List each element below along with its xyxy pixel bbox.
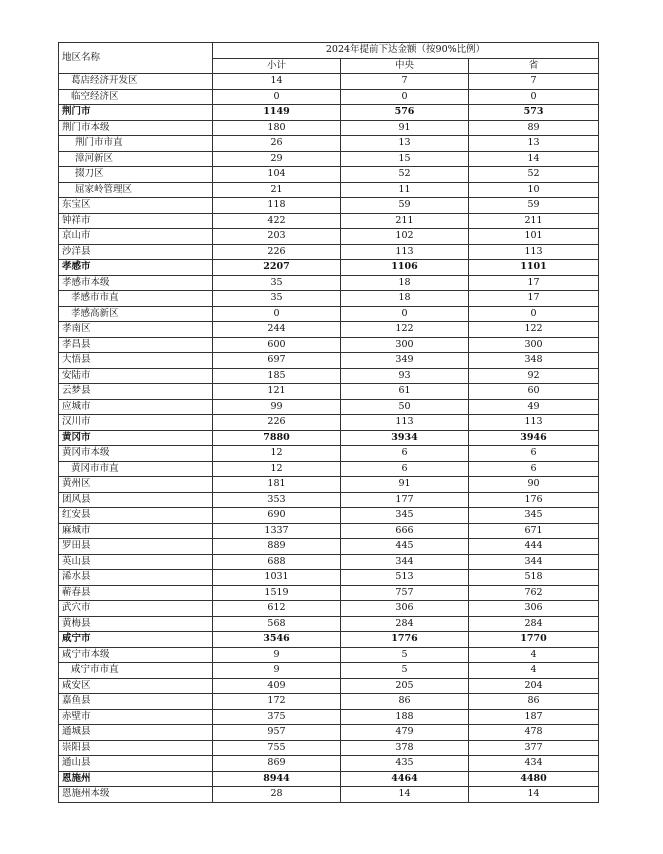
region-name-cell: 葛店经济开发区 [59, 74, 213, 90]
subtotal-cell: 185 [213, 368, 341, 384]
subtotal-cell: 244 [213, 322, 341, 338]
province-cell: 52 [469, 167, 599, 183]
central-cell: 18 [341, 275, 469, 291]
region-name-cell: 荆门市 [59, 105, 213, 121]
subtotal-cell: 1337 [213, 523, 341, 539]
province-cell: 4 [469, 663, 599, 679]
table-row [59, 492, 599, 508]
central-cell: 86 [341, 694, 469, 710]
subtotal-cell: 755 [213, 740, 341, 756]
table-row [59, 89, 599, 105]
province-cell: 176 [469, 492, 599, 508]
subtotal-cell: 353 [213, 492, 341, 508]
subtotal-cell: 422 [213, 213, 341, 229]
region-name-cell: 咸安区 [59, 678, 213, 694]
region-name-cell: 麻城市 [59, 523, 213, 539]
central-cell: 113 [341, 244, 469, 260]
central-cell: 61 [341, 384, 469, 400]
subtotal-cell: 1149 [213, 105, 341, 121]
central-cell: 1106 [341, 260, 469, 276]
central-cell: 7 [341, 74, 469, 90]
subtotal-cell: 21 [213, 182, 341, 198]
region-name-cell: 汉川市 [59, 415, 213, 431]
subtotal-cell: 957 [213, 725, 341, 741]
province-cell: 0 [469, 306, 599, 322]
region-name-cell: 京山市 [59, 229, 213, 245]
table-row [59, 306, 599, 322]
table-row [59, 616, 599, 632]
central-cell: 122 [341, 322, 469, 338]
table-row [59, 787, 599, 803]
subtotal-cell: 375 [213, 709, 341, 725]
subtotal-cell: 697 [213, 353, 341, 369]
subtotal-cell: 9 [213, 647, 341, 663]
province-cell: 3946 [469, 430, 599, 446]
subtotal-cell: 1519 [213, 585, 341, 601]
central-cell: 14 [341, 787, 469, 803]
subtotal-cell: 1031 [213, 570, 341, 586]
province-cell: 348 [469, 353, 599, 369]
central-cell: 6 [341, 461, 469, 477]
central-cell: 576 [341, 105, 469, 121]
table-row [59, 136, 599, 152]
province-cell: 204 [469, 678, 599, 694]
subtotal-cell: 121 [213, 384, 341, 400]
region-name-cell: 孝感市本级 [59, 275, 213, 291]
central-cell: 300 [341, 337, 469, 353]
province-cell: 86 [469, 694, 599, 710]
region-name-cell: 通山县 [59, 756, 213, 772]
province-cell: 0 [469, 89, 599, 105]
region-name-cell: 屈家岭管理区 [59, 182, 213, 198]
table-row [59, 508, 599, 524]
subtotal-cell: 29 [213, 151, 341, 167]
region-name-cell: 罗田县 [59, 539, 213, 555]
header-row-group [59, 43, 599, 59]
central-cell: 284 [341, 616, 469, 632]
province-cell: 1101 [469, 260, 599, 276]
province-cell: 89 [469, 120, 599, 136]
central-cell: 513 [341, 570, 469, 586]
province-cell: 518 [469, 570, 599, 586]
central-cell: 211 [341, 213, 469, 229]
province-cell: 762 [469, 585, 599, 601]
table-row [59, 151, 599, 167]
central-cell: 0 [341, 89, 469, 105]
central-cell: 18 [341, 291, 469, 307]
subtotal-cell: 869 [213, 756, 341, 772]
table-row [59, 399, 599, 415]
central-cell: 479 [341, 725, 469, 741]
table-row [59, 384, 599, 400]
province-cell: 478 [469, 725, 599, 741]
table-row [59, 523, 599, 539]
province-cell: 187 [469, 709, 599, 725]
province-cell: 4480 [469, 771, 599, 787]
table-row [59, 585, 599, 601]
central-column-header: 中央 [341, 58, 469, 74]
province-cell: 17 [469, 291, 599, 307]
table-row [59, 430, 599, 446]
table-row [59, 740, 599, 756]
table-row [59, 663, 599, 679]
subtotal-cell: 14 [213, 74, 341, 90]
region-name-cell: 咸宁市市直 [59, 663, 213, 679]
table-row [59, 771, 599, 787]
province-cell: 434 [469, 756, 599, 772]
table-row [59, 275, 599, 291]
region-name-cell: 孝感市市直 [59, 291, 213, 307]
table-row [59, 368, 599, 384]
central-cell: 345 [341, 508, 469, 524]
province-cell: 14 [469, 151, 599, 167]
central-cell: 52 [341, 167, 469, 183]
region-name-cell: 咸宁市 [59, 632, 213, 648]
province-cell: 113 [469, 244, 599, 260]
table-row [59, 477, 599, 493]
central-cell: 5 [341, 647, 469, 663]
region-name-cell: 英山县 [59, 554, 213, 570]
central-cell: 0 [341, 306, 469, 322]
table-row [59, 601, 599, 617]
table-row [59, 74, 599, 90]
region-name-cell: 大悟县 [59, 353, 213, 369]
table-row [59, 461, 599, 477]
region-name-cell: 荆门市市直 [59, 136, 213, 152]
table-row [59, 415, 599, 431]
region-name-cell: 黄梅县 [59, 616, 213, 632]
province-cell: 10 [469, 182, 599, 198]
subtotal-cell: 688 [213, 554, 341, 570]
region-name-cell: 孝昌县 [59, 337, 213, 353]
subtotal-cell: 612 [213, 601, 341, 617]
central-cell: 91 [341, 477, 469, 493]
subtotal-cell: 889 [213, 539, 341, 555]
subtotal-cell: 0 [213, 306, 341, 322]
region-column-header: 地区名称 [59, 43, 213, 74]
table-row [59, 198, 599, 214]
subtotal-cell: 409 [213, 678, 341, 694]
province-cell: 573 [469, 105, 599, 121]
central-cell: 15 [341, 151, 469, 167]
region-name-cell: 孝南区 [59, 322, 213, 338]
region-name-cell: 嘉鱼县 [59, 694, 213, 710]
region-name-cell: 荆门市本级 [59, 120, 213, 136]
table-row [59, 709, 599, 725]
central-cell: 188 [341, 709, 469, 725]
province-column-header: 省 [469, 58, 599, 74]
region-name-cell: 孝感高新区 [59, 306, 213, 322]
table-row [59, 725, 599, 741]
central-cell: 113 [341, 415, 469, 431]
subtotal-column-header: 小计 [213, 58, 341, 74]
table-row [59, 229, 599, 245]
central-cell: 435 [341, 756, 469, 772]
central-cell: 205 [341, 678, 469, 694]
allocation-table [58, 42, 599, 803]
table-row [59, 446, 599, 462]
table-row [59, 322, 599, 338]
region-name-cell: 临空经济区 [59, 89, 213, 105]
subtotal-cell: 2207 [213, 260, 341, 276]
central-cell: 666 [341, 523, 469, 539]
subtotal-cell: 172 [213, 694, 341, 710]
central-cell: 6 [341, 446, 469, 462]
subtotal-cell: 226 [213, 244, 341, 260]
province-cell: 13 [469, 136, 599, 152]
central-cell: 757 [341, 585, 469, 601]
subtotal-cell: 568 [213, 616, 341, 632]
central-cell: 344 [341, 554, 469, 570]
province-cell: 377 [469, 740, 599, 756]
table-row [59, 570, 599, 586]
province-cell: 671 [469, 523, 599, 539]
subtotal-cell: 180 [213, 120, 341, 136]
subtotal-cell: 0 [213, 89, 341, 105]
region-name-cell: 武穴市 [59, 601, 213, 617]
region-name-cell: 钟祥市 [59, 213, 213, 229]
table-row [59, 678, 599, 694]
central-cell: 13 [341, 136, 469, 152]
province-cell: 7 [469, 74, 599, 90]
central-cell: 50 [341, 399, 469, 415]
region-name-cell: 安陆市 [59, 368, 213, 384]
central-cell: 445 [341, 539, 469, 555]
province-cell: 59 [469, 198, 599, 214]
table-row [59, 756, 599, 772]
central-cell: 4464 [341, 771, 469, 787]
table-row [59, 244, 599, 260]
region-name-cell: 黄州区 [59, 477, 213, 493]
table-row [59, 213, 599, 229]
central-cell: 306 [341, 601, 469, 617]
region-name-cell: 应城市 [59, 399, 213, 415]
subtotal-cell: 226 [213, 415, 341, 431]
subtotal-cell: 9 [213, 663, 341, 679]
subtotal-cell: 99 [213, 399, 341, 415]
region-name-cell: 云梦县 [59, 384, 213, 400]
subtotal-cell: 35 [213, 291, 341, 307]
region-name-cell: 恩施州 [59, 771, 213, 787]
region-name-cell: 沙洋县 [59, 244, 213, 260]
subtotal-cell: 35 [213, 275, 341, 291]
province-cell: 284 [469, 616, 599, 632]
central-cell: 93 [341, 368, 469, 384]
table-row [59, 105, 599, 121]
subtotal-cell: 104 [213, 167, 341, 183]
table-row [59, 554, 599, 570]
subtotal-cell: 690 [213, 508, 341, 524]
central-cell: 177 [341, 492, 469, 508]
table-row [59, 353, 599, 369]
table-body [59, 74, 599, 803]
region-name-cell: 赤壁市 [59, 709, 213, 725]
province-cell: 4 [469, 647, 599, 663]
central-cell: 3934 [341, 430, 469, 446]
subtotal-cell: 26 [213, 136, 341, 152]
province-cell: 90 [469, 477, 599, 493]
region-name-cell: 浠水县 [59, 570, 213, 586]
province-cell: 49 [469, 399, 599, 415]
province-cell: 92 [469, 368, 599, 384]
central-cell: 59 [341, 198, 469, 214]
province-cell: 60 [469, 384, 599, 400]
subtotal-cell: 118 [213, 198, 341, 214]
subtotal-cell: 203 [213, 229, 341, 245]
table-row [59, 337, 599, 353]
province-cell: 345 [469, 508, 599, 524]
region-name-cell: 团风县 [59, 492, 213, 508]
province-cell: 344 [469, 554, 599, 570]
central-cell: 378 [341, 740, 469, 756]
province-cell: 211 [469, 213, 599, 229]
region-name-cell: 掇刀区 [59, 167, 213, 183]
province-cell: 306 [469, 601, 599, 617]
central-cell: 5 [341, 663, 469, 679]
table-row [59, 291, 599, 307]
table-row [59, 260, 599, 276]
province-cell: 6 [469, 446, 599, 462]
region-name-cell: 黄冈市 [59, 430, 213, 446]
province-cell: 17 [469, 275, 599, 291]
region-name-cell: 漳河新区 [59, 151, 213, 167]
province-cell: 300 [469, 337, 599, 353]
province-cell: 1770 [469, 632, 599, 648]
subtotal-cell: 3546 [213, 632, 341, 648]
province-cell: 113 [469, 415, 599, 431]
region-name-cell: 通城县 [59, 725, 213, 741]
region-name-cell: 崇阳县 [59, 740, 213, 756]
region-name-cell: 黄冈市本级 [59, 446, 213, 462]
region-name-cell: 东宝区 [59, 198, 213, 214]
subtotal-cell: 12 [213, 461, 341, 477]
subtotal-cell: 8944 [213, 771, 341, 787]
region-name-cell: 黄冈市市直 [59, 461, 213, 477]
table-row [59, 167, 599, 183]
region-name-cell: 蕲春县 [59, 585, 213, 601]
amount-group-header: 2024年提前下达金额（按90%比例） [213, 43, 599, 59]
subtotal-cell: 181 [213, 477, 341, 493]
province-cell: 14 [469, 787, 599, 803]
province-cell: 444 [469, 539, 599, 555]
table-row [59, 694, 599, 710]
subtotal-cell: 600 [213, 337, 341, 353]
central-cell: 11 [341, 182, 469, 198]
central-cell: 91 [341, 120, 469, 136]
subtotal-cell: 28 [213, 787, 341, 803]
table-row [59, 539, 599, 555]
province-cell: 6 [469, 461, 599, 477]
central-cell: 102 [341, 229, 469, 245]
table-row [59, 120, 599, 136]
region-name-cell: 咸宁市本级 [59, 647, 213, 663]
province-cell: 101 [469, 229, 599, 245]
subtotal-cell: 7880 [213, 430, 341, 446]
subtotal-cell: 12 [213, 446, 341, 462]
table-row [59, 182, 599, 198]
region-name-cell: 恩施州本级 [59, 787, 213, 803]
region-name-cell: 孝感市 [59, 260, 213, 276]
table-row [59, 647, 599, 663]
central-cell: 349 [341, 353, 469, 369]
central-cell: 1776 [341, 632, 469, 648]
table-row [59, 632, 599, 648]
region-name-cell: 红安县 [59, 508, 213, 524]
province-cell: 122 [469, 322, 599, 338]
